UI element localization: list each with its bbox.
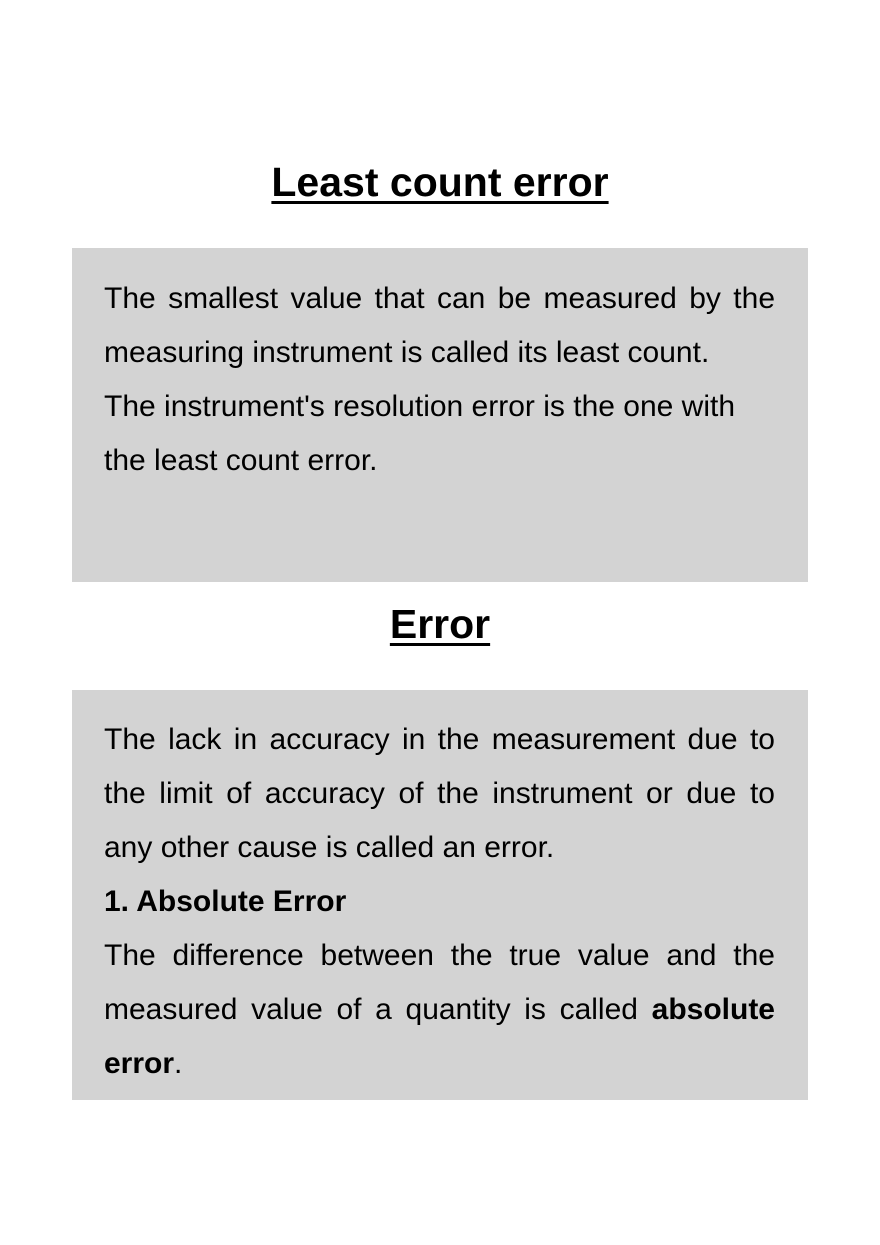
- least-count-definition-paragraph: The smallest value that can be measured by the measuring instrument is called its least count.: [104, 282, 775, 369]
- error-definition-panel: [72, 690, 808, 1100]
- absolute-error-period: .: [174, 1047, 183, 1080]
- error-definition-paragraph: The lack in accuracy in the measurement due to the limit of accuracy of the instrument or due to any other cause is called an error.: [104, 723, 775, 864]
- absolute-error-paragraph: [104, 929, 775, 1091]
- least-count-definition-panel: [72, 248, 808, 582]
- resolution-error-paragraph: The instrument's resolution error is the one with the least count error.: [104, 390, 736, 477]
- absolute-error-text: The difference between the true value and the measured value of a quantity is called: [104, 939, 775, 1026]
- section-title-least-count-error: Least count error: [271, 159, 609, 205]
- section-title-error: Error: [389, 601, 491, 647]
- absolute-error-subheading: 1. Absolute Error: [104, 885, 347, 918]
- absolute-error-term: absolute error: [104, 993, 775, 1080]
